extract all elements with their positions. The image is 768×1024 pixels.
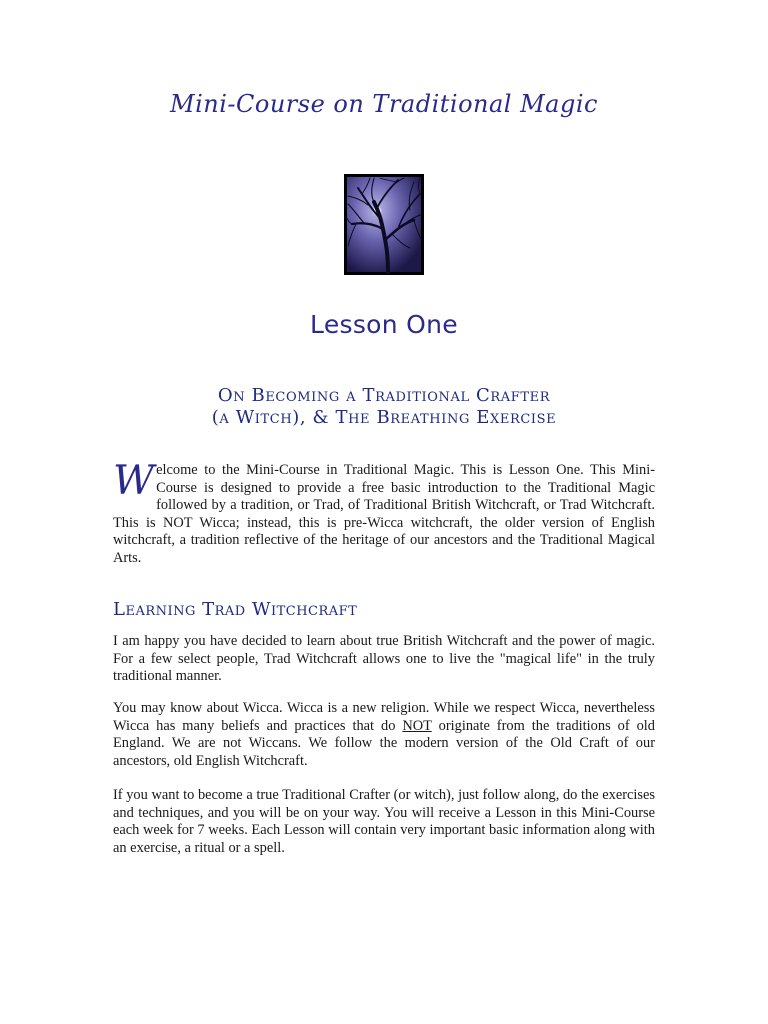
emphasis-not: NOT (402, 717, 432, 734)
paragraph-2-text-b: originate from the traditions of old England. We are not Wiccans. We follow the modern version of the Old Craft of our ancestors, old English Witchcraft. (113, 717, 655, 769)
moonlit-tree-image (344, 174, 424, 275)
lesson-subtitle (0, 385, 768, 429)
paragraph-2-text-a: You may know about Wicca. Wicca is a new religion. While we respect Wicca, nevertheless Wicca has many beliefs and practices that do (113, 700, 655, 734)
paragraph-1: I am happy you have decided to learn about true British Witchcraft and the power of magic. For a few select people, Trad Witchcraft allows one to live the "magical life" in the truly traditional manner. (113, 633, 655, 684)
intro-paragraph (113, 458, 655, 567)
intro-text: elcome to the Mini-Course in Traditional Magic. This is Lesson One. This Mini-Course is designed to provide a free basic introduction to the Traditional Magic followed by a tradition, or Trad, of Traditional British Witchcraft, or Trad Witchcraft. This is NOT Wicca; instead, this is pre-Wicca witchcraft, the older version of English witchcraft, a tradition reflective of the heritage of our ancestors and the Traditional Magical Arts. (113, 462, 655, 566)
section-heading: Learning Trad Witchcraft (113, 599, 358, 620)
subtitle-line-2: (a Witch), & The Breathing Exercise (211, 407, 557, 428)
lesson-title: Lesson One (310, 310, 458, 339)
paragraph-2 (113, 700, 655, 770)
subtitle-line-1: On Becoming a Traditional Crafter (217, 385, 551, 406)
drop-cap: W (113, 458, 155, 504)
course-title: Mini-Course on Traditional Magic (170, 90, 598, 118)
paragraph-3: If you want to become a true Traditional Crafter (or witch), just follow along, do the exercises and techniques, and you will be on your way. You will receive a Lesson in this Mini-Course each week for 7 weeks. Each Lesson will contain very important basic information along with an exercise, a ritual or a spell. (113, 787, 655, 856)
